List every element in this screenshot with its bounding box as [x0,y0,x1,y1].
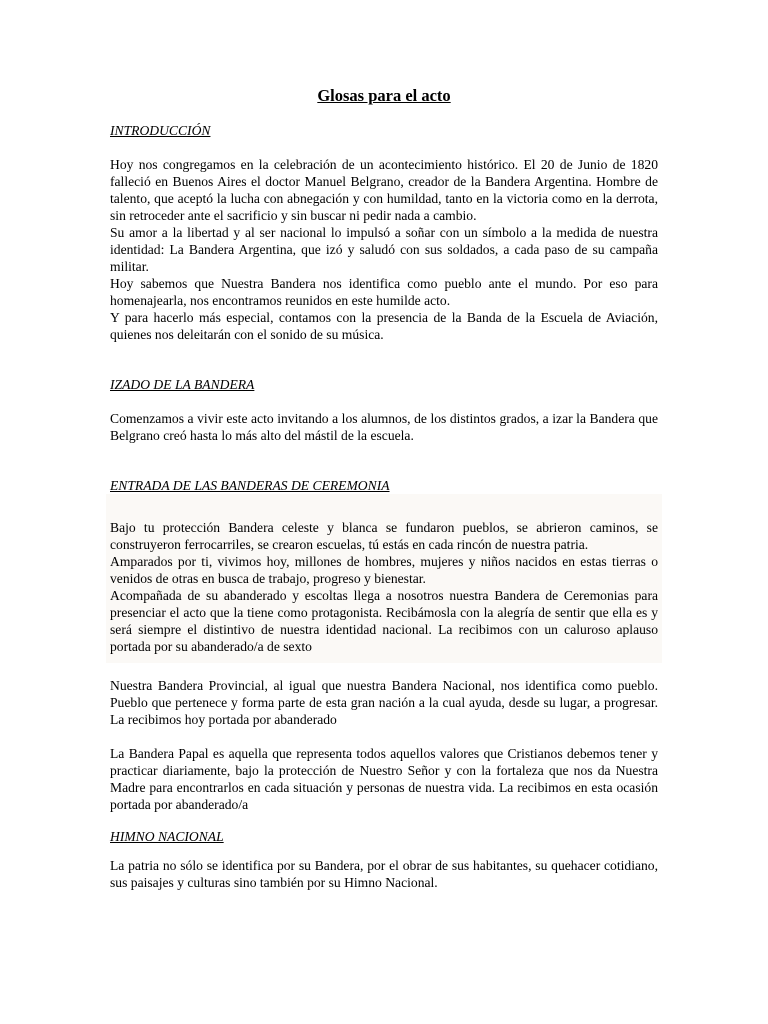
heading-izado: IZADO DE LA BANDERA [110,377,255,392]
himno-paragraph: La patria no sólo se identifica por su Bandera, por el obrar de sus habitantes, su quehacer cotidiano, sus paisajes y culturas sino también por su Himno Nacional. [110,858,658,890]
document-page [110,86,658,891]
bandera-papal-paragraph: La Bandera Papal es aquella que representa todos aquellos valores que Cristianos debemos tener y practicar diariamente, bajo la protección de Nuestro Señor y con la fortaleza que nos da Nuestra Madre para encontrarlos en cada situación y personas de nuestra vida. La recibimos en esta ocasión portada por abanderado/a [110,746,658,812]
heading-introduccion: INTRODUCCIÓN [110,123,211,138]
entrada-shaded-block [106,494,662,663]
document-title: Glosas para el acto [317,86,451,105]
intro-paragraph-3: Hoy sabemos que Nuestra Bandera nos identifica como pueblo ante el mundo. Por eso para homenajearla, nos encontramos reunidos en este humilde acto. [110,276,658,308]
izado-paragraph: Comenzamos a vivir este acto invitando a los alumnos, de los distintos grados, a izar la Bandera que Belgrano creó hasta lo más alto del mástil de la escuela. [110,411,658,443]
entrada-paragraph-1: Bajo tu protección Bandera celeste y blanca se fundaron pueblos, se abrieron caminos, se construyeron ferrocarriles, se crearon escuelas, tú estás en cada rincón de nuestra patria. [110,520,658,552]
entrada-paragraph-3: Acompañada de su abanderado y escoltas llega a nosotros nuestra Bandera de Ceremonias para presenciar el acto que la tiene como protagonista. Recibámosla con la alegría de sentir que ella es y será siempre el distintivo de nuestra identidad nacional. La recibimos con un caluroso aplauso portada por su abanderado/a de sexto [110,588,658,654]
heading-himno: HIMNO NACIONAL [110,829,224,844]
bandera-provincial-paragraph: Nuestra Bandera Provincial, al igual que nuestra Bandera Nacional, nos identifica como pueblo. Pueblo que pertenece y forma parte de esta gran nación a la cual ayuda, desde su lugar, a progresar. La recibimos hoy portada por abanderado [110,678,658,727]
intro-paragraph-4: Y para hacerlo más especial, contamos con la presencia de la Banda de la Escuela de Aviación, quienes nos deleitarán con el sonido de su música. [110,310,658,342]
intro-paragraph-1: Hoy nos congregamos en la celebración de un acontecimiento histórico. El 20 de Junio de 1820 falleció en Buenos Aires el doctor Manuel Belgrano, creador de la Bandera Argentina. Hombre de talento, que aceptó la lucha con abnegación y con humildad, tanto en la victoria como en la derrota, sin retroceder ante el sacrificio y sin buscar ni pedir nada a cambio. [110,157,658,223]
intro-paragraph-2: Su amor a la libertad y al ser nacional lo impulsó a soñar con un símbolo a la medida de nuestra identidad: La Bandera Argentina, que izó y saludó con sus soldados, a cada paso de su campaña militar. [110,225,658,274]
entrada-paragraph-2: Amparados por ti, vivimos hoy, millones de hombres, mujeres y niños nacidos en estas tierras o venidos de otras en busca de trabajo, progreso y bienestar. [110,554,658,586]
heading-entrada: ENTRADA DE LAS BANDERAS DE CEREMONIA [110,478,390,493]
